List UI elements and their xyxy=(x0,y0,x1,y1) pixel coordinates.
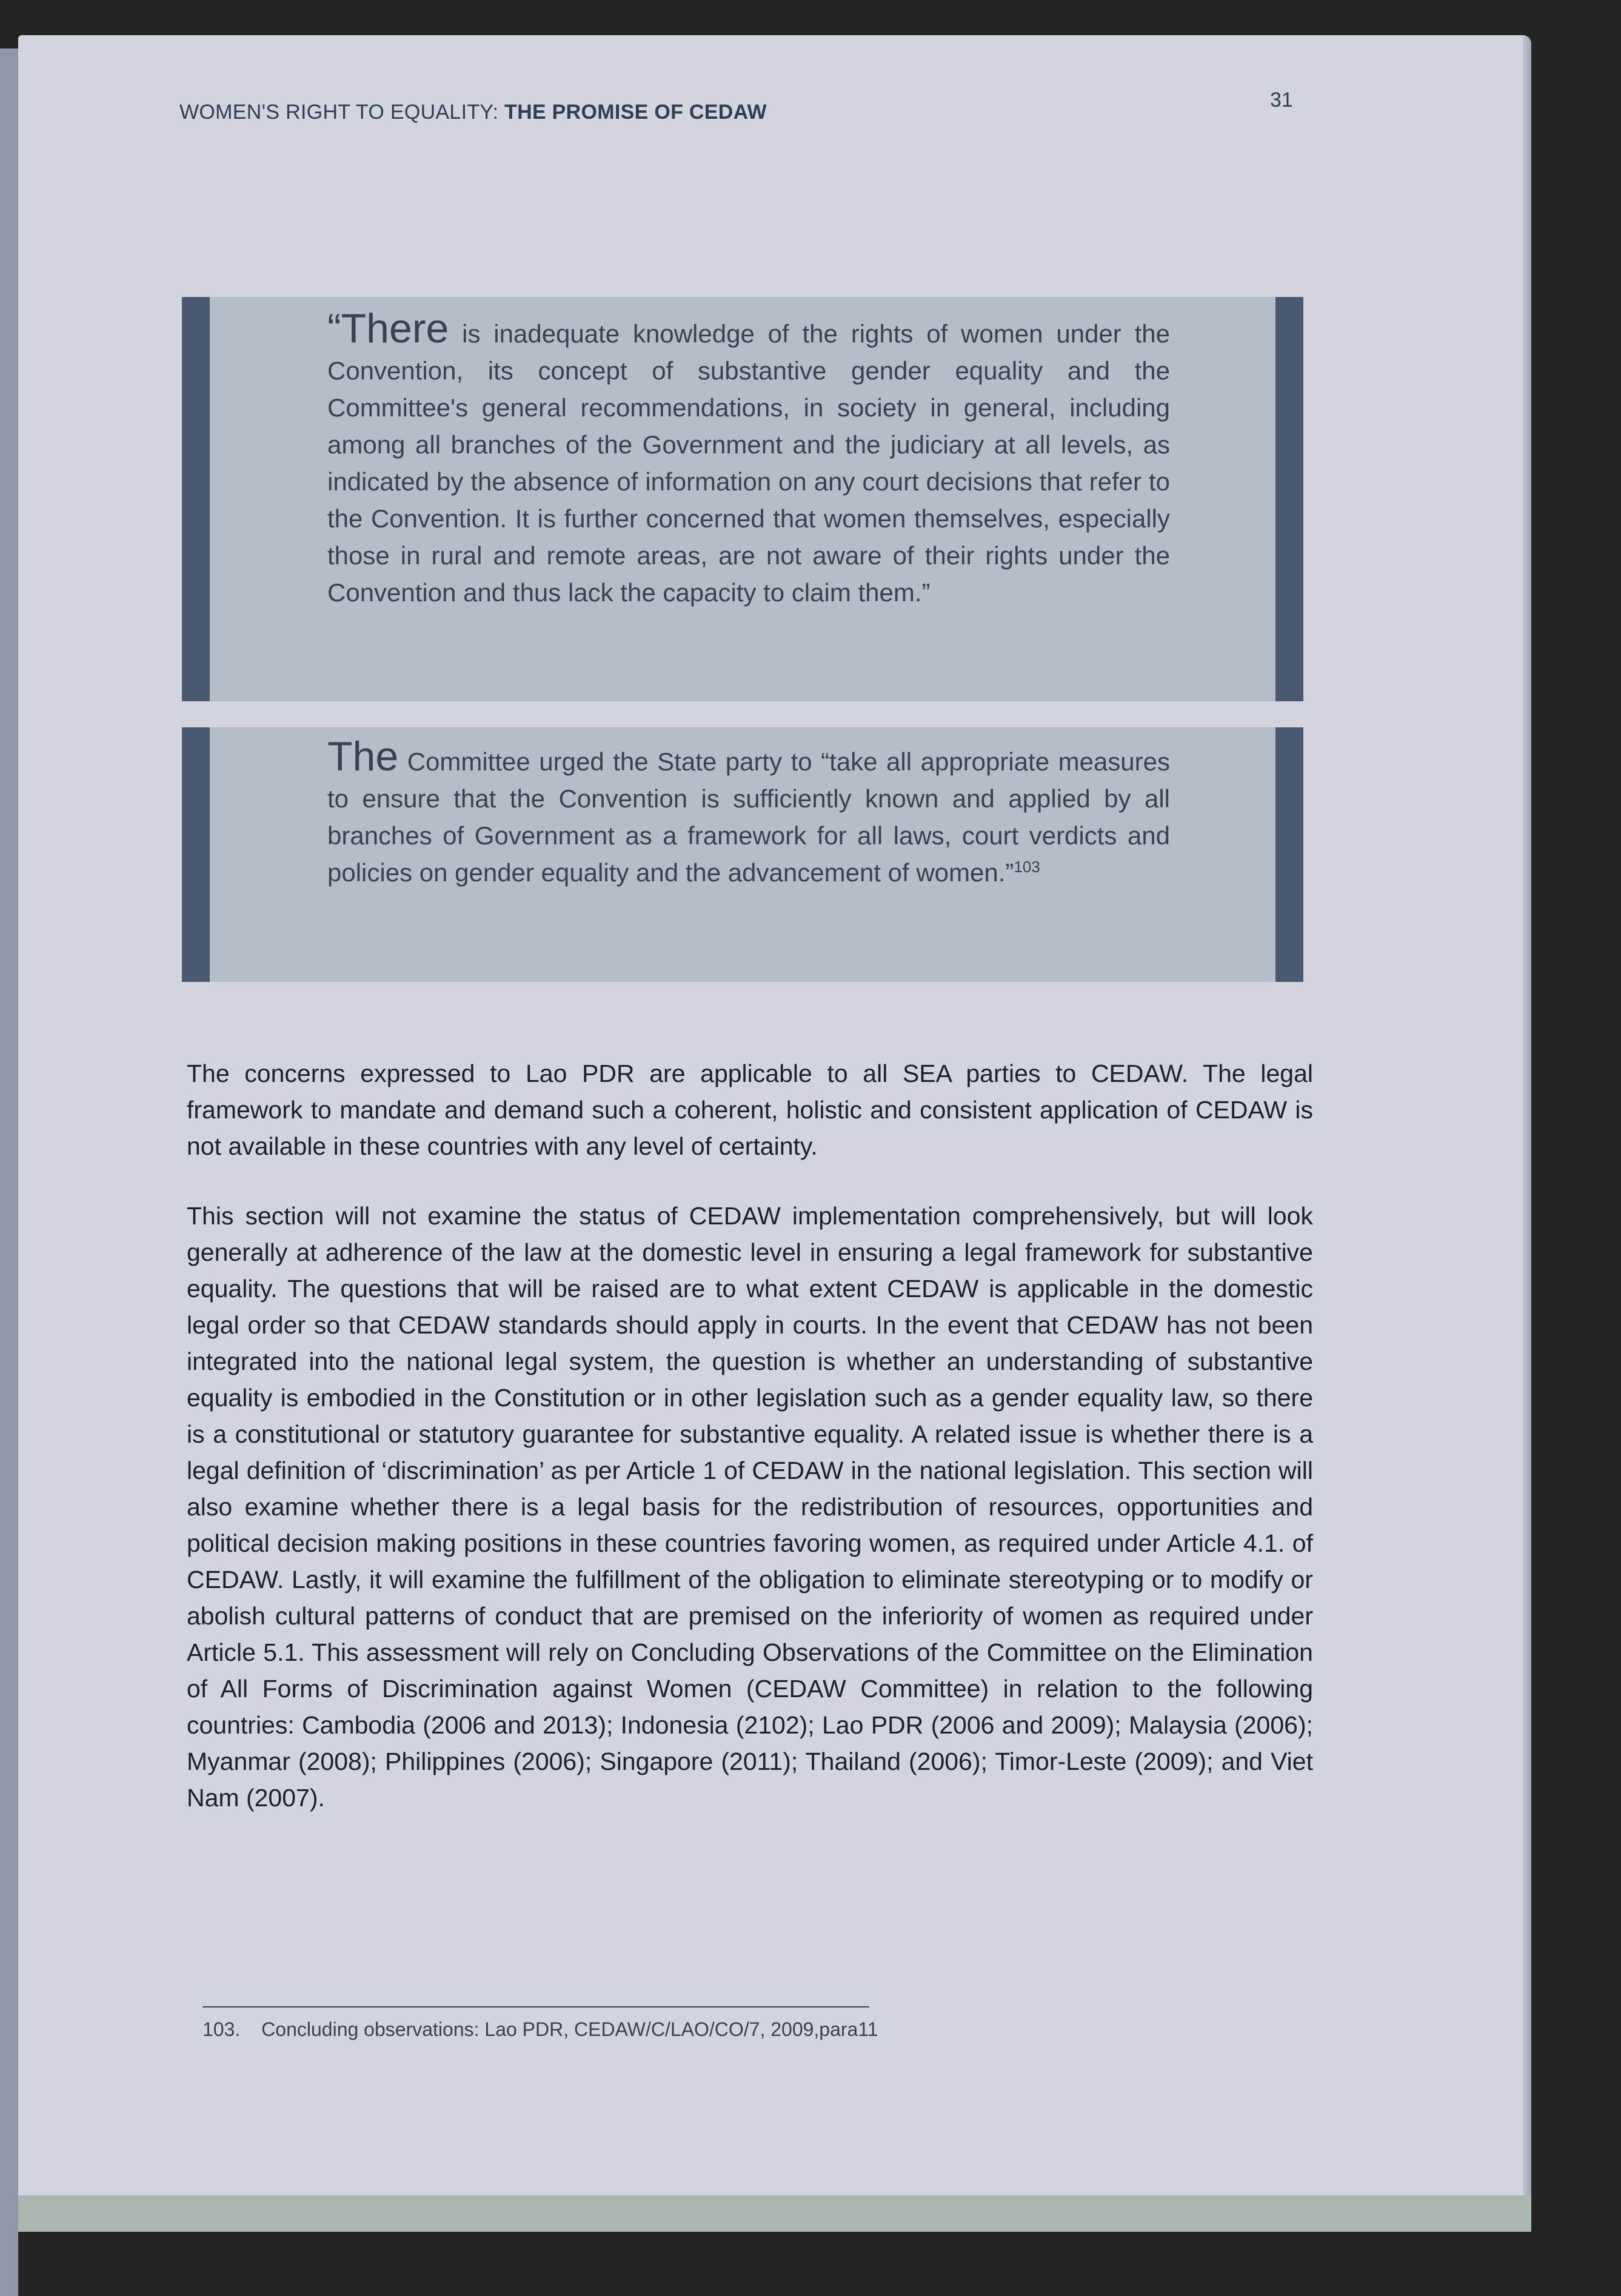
quote-body: is inadequate knowledge of the rights of women under the Convention, its concept of substantive gender equality and the Committee's general recommendations, in society in general, including among all branches of the Government and the judiciary at all levels, as indicated by the absence of information on any court decisions that refer to the Convention. It is further concerned that women themselves, especially those in rural and remote areas, are not aware of their rights under the Convention and thus lack the capacity to claim them.” xyxy=(327,319,1171,607)
quote-text xyxy=(327,733,1171,891)
page-bottom-band xyxy=(18,2195,1531,2232)
quote-box-1 xyxy=(182,297,1303,701)
page-number: 31 xyxy=(1270,88,1293,112)
running-head-emphasis: THE PROMISE OF CEDAW xyxy=(504,101,767,124)
running-head xyxy=(179,101,767,124)
quote-lead-word: “There xyxy=(327,305,449,352)
quote-bar-right xyxy=(1275,727,1303,982)
body-paragraph-2: This section will not examine the status of CEDAW implementation comprehensively, but will look generally at adherence of the law at the domestic level in ensuring a legal framework for substantive equality. The questions that will be raised are to what extent CEDAW is applicable in the domestic legal order so that CEDAW standards should apply in courts. In the event that CEDAW has not been integrated into the national legal system, the question is whether an understanding of substantive equality is embodied in the Constitution or in other legislation such as a gender equality law, so there is a constitutional or statutory guarantee for substantive equality. A related issue is whether there is a legal definition of ‘discrimination’ as per Article 1 of CEDAW in the national legislation. This section will also examine whether there is a legal basis for the redistribution of resources, opportunities and political decision making positions in these countries favoring women, as required under Article 4.1. of CEDAW. Lastly, it will examine the fulfillment of the obligation to eliminate stereotyping or to modify or abolish cultural patterns of conduct that are premised on the inferiority of women as required under Article 5.1. This assessment will rely on Concluding Observations of the Committee on the Elimination of All Forms of Discrimination against Women (CEDAW Committee) in relation to the following countries: Cambodia (2006 and 2013); Indonesia (2102); Lao PDR (2006 and 2009); Malaysia (2006); Myanmar (2008); Philippines (2006); Singapore (2011); Thailand (2006); Timor-Leste (2009); and Viet Nam (2007). xyxy=(187,1202,1313,1812)
quote-text xyxy=(327,305,1171,611)
footnote-text: Concluding observations: Lao PDR, CEDAW/C/LAO/CO/7, 2009,para11 xyxy=(261,2018,878,2040)
quote-bar-left xyxy=(182,727,210,982)
footnote xyxy=(202,2018,878,2041)
adjacent-page-edge xyxy=(0,48,18,2296)
running-head-prefix: WOMEN'S RIGHT TO EQUALITY: xyxy=(179,101,499,124)
body-paragraph-1: The concerns expressed to Lao PDR are applicable to all SEA parties to CEDAW. The legal framework to mandate and demand such a coherent, holistic and consistent application of CEDAW is not available in these countries with any level of certainty. xyxy=(187,1060,1313,1160)
quote-bar-left xyxy=(182,297,210,701)
footnote-divider xyxy=(202,2006,869,2007)
footnote-number: 103. xyxy=(202,2018,241,2040)
quote-body: Committee urged the State party to “take all appropriate measures to ensure that the Convention is sufficiently known and applied by all branches of Government as a framework for all laws, court verdicts and policies on gender equality and the advancement of women.” xyxy=(327,747,1171,887)
quote-bar-right xyxy=(1275,297,1303,701)
footnote-reference[interactable]: 103 xyxy=(1014,858,1040,876)
quote-box-2 xyxy=(182,727,1303,982)
quote-lead-word: The xyxy=(327,733,399,779)
page-edge-shadow xyxy=(1523,35,1531,2232)
